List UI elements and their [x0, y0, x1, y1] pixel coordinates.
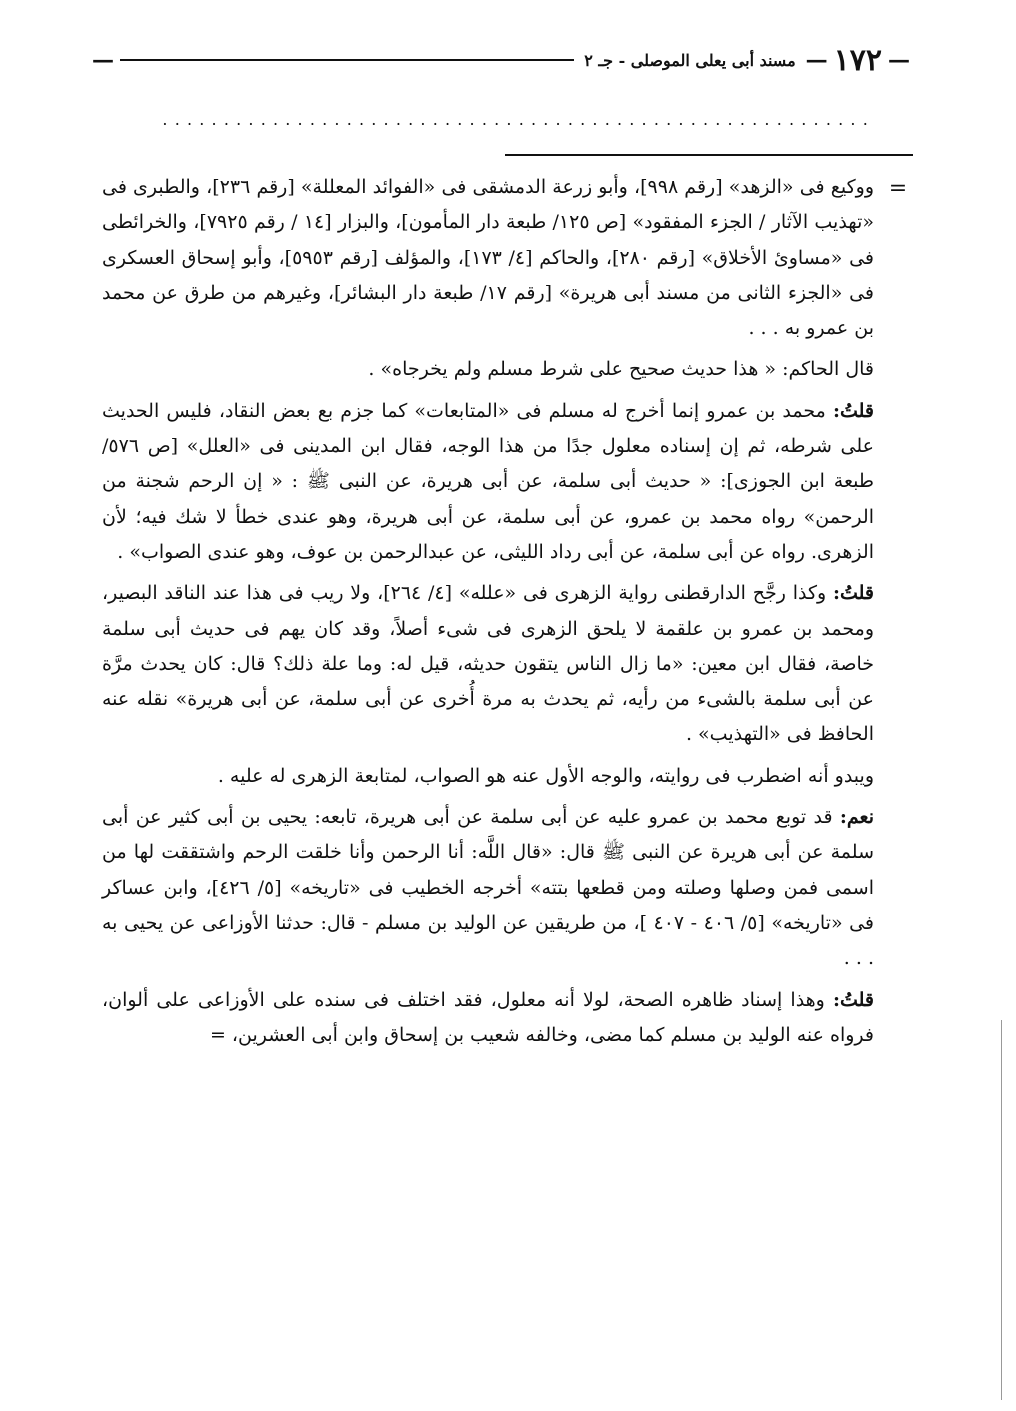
header-dash-right: — [888, 47, 910, 73]
paragraph-sources: ووكيع فى «الزهد» [رقم ٩٩٨]، وأبو زرعة الدمشقى فى «الفوائد المعللة» [رقم ٢٣٦]، والطبرى فى «تهذيب الآثار / الجزء المفقود» [ص ١٢٥/ طبعة دار المأمون]، والبزار [١٤ / رقم ٧٩٢٥]، والخرائطى فى «مساوئ الأخلاق» [رقم ٢٨٠]، والحاكم [٤/ ١٧٣]، والمؤلف [رقم ٥٩٥٣]، وأبو إسحاق العسكرى فى «الجزء الثانى من مسند أبى هريرة» [رقم ١٧/ طبعة دار البشائر]، وغيرهم من طرق عن محمد بن عمرو به . . . [102, 176, 875, 340]
qultu-label: قلتُ: [832, 582, 874, 605]
paragraph-body: قد توبع محمد بن عمرو عليه عن أبى سلمة عن أبى هريرة، تابعه: يحيى بن أبى كثير عن أبى سلمة عن أبى هريرة عن النبى ﷺ قال: «قال اللَّه: أنا الرحمن وأنا خلقت الرحم واشتققت لها من اسمى فمن وصلها وصلته ومن قطعها بتته» أخرجه الخطيب فى «تاريخه» [٥/ ٤٢٦]، وابن عساكر فى «تاريخه» [٥/ ٤٠٦ - ٤٠٧ ]، من طريقين عن الوليد بن مسلم - قال: حدثنا الأوزاعى عن يحيى به . . . [102, 806, 875, 970]
dotted-separator: .......................................................... [162, 110, 875, 129]
scan-margin-line [1001, 1020, 1002, 1400]
qultu-label: قلتُ: [832, 988, 874, 1011]
page-number: ١٧٢ [833, 42, 882, 78]
paragraph-hakim: قال الحاكم: « هذا حديث صحيح على شرط مسلم ولم يخرجاه» . [368, 358, 874, 381]
book-title: مسند أبى يعلى الموصلى - جـ ٢ [584, 50, 796, 70]
footnote-rule [505, 154, 913, 156]
paragraph-body: وهذا إسناد ظاهره الصحة، لولا أنه معلول، فقد اختلف فى سنده على الأوزاعى على ألوان، فرواه عنه الوليد بن مسلم كما مضى، وخالفه شعيب بن إسحاق وابن أبى العشرين، = [102, 988, 874, 1046]
paragraph-qultu-2 [102, 576, 874, 752]
header-dash-mid: — [805, 47, 828, 73]
paragraph-conclusion: ويبدو أنه اضطرب فى روايته، والوجه الأول عنه هو الصواب، لمتابعة الزهرى له عليه . [217, 764, 874, 787]
header-rule [120, 59, 574, 61]
paragraph-body: محمد بن عمرو إنما أخرج له مسلم فى «المتابعات» كما جزم بع بعض النقاد، فليس الحديث على شرطه، ثم إن إسناده معلول جدًا من هذا الوجه، فقال ابن المدينى فى «العلل» [ص ٥٧٦/ طبعة ابن الجوزى]: « حديث أبى سلمة، عن أبى هريرة، عن النبى ﷺ : « إن الرحم شجنة من الرحمن» رواه محمد بن عمرو، عن أبى سلمة، عن أبى هريرة، وهو عندى خطأ لا شك فيه؛ لأن الزهرى. رواه عن أبى سلمة، عن أبى رداد الليثى، عن عبدالرحمن بن عوف، وهو عندى الصواب» . [102, 399, 874, 563]
paragraph-qultu-1 [102, 394, 874, 570]
paragraph-body: وكذا رجَّح الدارقطنى رواية الزهرى فى «علله» [٤/ ٢٦٤]، ولا ريب فى هذا عند الناقد البصير، ومحمد بن عمرو بن علقمة لا يلحق الزهرى فى شىء أصلاً، وقد كان يهم فى حديث أبى سلمة خاصة، فقال ابن معين: «ما زال الناس يتقون حديثه، قيل له: وما علة ذلك؟ قال: كان يحدث مرَّة عن أبى سلمة بالشىء من رأيه، ثم يحدث به مرة أُخرى عن أبى سلمة، عن أبى هريرة» نقله عنه الحافظ فى «التهذيب» . [102, 582, 874, 746]
paragraph-qultu-3 [102, 983, 874, 1054]
naam-label: نعم: [839, 806, 874, 829]
qultu-label: قلتُ: [832, 399, 874, 422]
continuation-mark: = [888, 176, 908, 201]
paragraph-naam [102, 800, 874, 976]
footnote-text [102, 170, 874, 1059]
page-header [92, 38, 910, 82]
header-dash-left: — [92, 47, 114, 73]
